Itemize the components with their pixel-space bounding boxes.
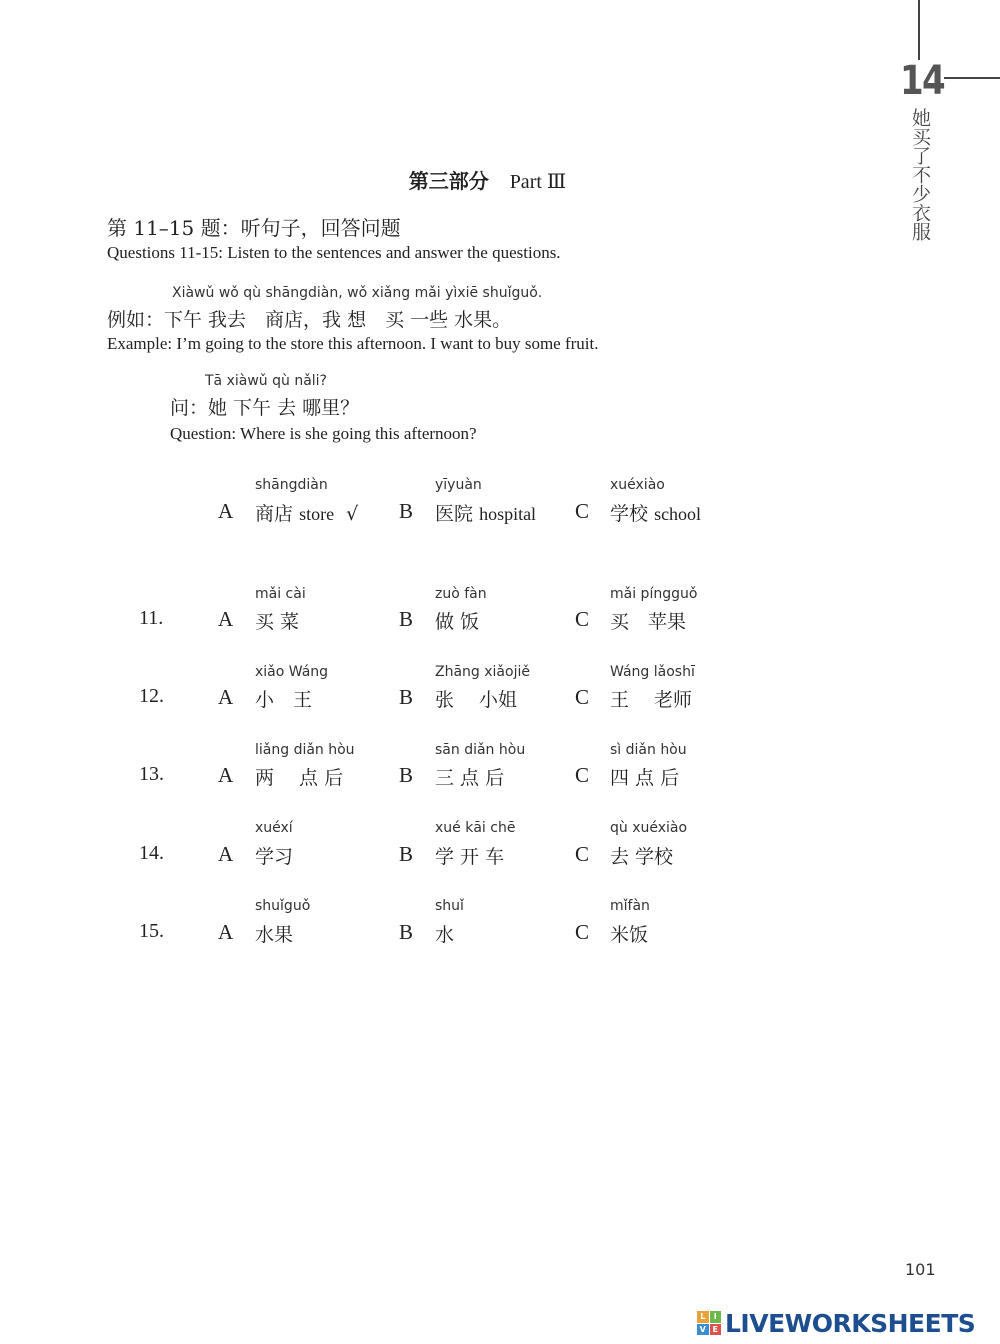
question-11-option-b-letter[interactable]: B <box>399 607 414 631</box>
question-14-number: 14. <box>139 842 164 864</box>
question-11-option-b-text[interactable]: 做 饭 <box>435 611 480 633</box>
logo-letter-i: I <box>710 1311 722 1323</box>
question-14-option-a-text[interactable]: 学习 <box>255 846 294 868</box>
question-14-option-c-pinyin: qù xuéxiào <box>610 820 688 836</box>
example-sentence <box>107 305 511 332</box>
question-13-option-c-pinyin: sì diǎn hòu <box>610 742 687 758</box>
example-option-c-letter: C <box>575 499 590 523</box>
chapter-number: 14 <box>900 58 944 104</box>
question-11-option-c-letter[interactable]: C <box>575 607 590 631</box>
question-15-option-b-letter[interactable]: B <box>399 920 414 944</box>
example-sentence-en: Example: I’m going to the store this afternoon. I want to buy some fruit. <box>107 334 599 353</box>
logo-letter-v: V <box>697 1324 709 1336</box>
example-option-a-pinyin: shāngdiàn <box>255 477 328 493</box>
liveworksheets-logo-icon <box>697 1311 721 1335</box>
example-label: 例如： <box>107 309 165 331</box>
question-13-option-b-pinyin: sān diǎn hòu <box>435 742 526 758</box>
question-14-option-b-text[interactable]: 学 开 车 <box>435 846 505 868</box>
question-15-option-b-pinyin: shuǐ <box>435 898 464 914</box>
section-title-en: Part Ⅲ <box>509 171 567 193</box>
question-15-number: 15. <box>139 920 164 942</box>
question-14-option-c-letter[interactable]: C <box>575 842 590 866</box>
question-11-option-c-text[interactable]: 买 苹果 <box>610 611 687 633</box>
question-12-option-b-letter[interactable]: B <box>399 685 414 709</box>
question-13-option-a-text[interactable]: 两 点 后 <box>255 767 344 789</box>
question-15-option-b-text[interactable]: 水 <box>435 924 455 946</box>
watermark-text: LIVEWORKSHEETS <box>725 1308 976 1338</box>
question-13-option-b-text[interactable]: 三 点 后 <box>435 767 505 789</box>
logo-letter-l: L <box>697 1311 709 1323</box>
example-question-pinyin: Tā xiàwǔ qù nǎli? <box>205 373 327 389</box>
question-12-option-c-pinyin: Wáng lǎoshī <box>610 664 695 680</box>
example-option-b-text: 医院 hospital <box>435 503 537 525</box>
question-11-option-c-pinyin: mǎi píngguǒ <box>610 586 698 602</box>
example-option-b-pinyin: yīyuàn <box>435 477 482 493</box>
liveworksheets-watermark <box>697 1308 975 1338</box>
question-12-option-a-text[interactable]: 小 王 <box>255 689 313 711</box>
example-question-en: Question: Where is she going this afternoon? <box>170 424 477 443</box>
question-15-option-c-text[interactable]: 米饭 <box>610 924 649 946</box>
example-option-c-text: 学校 school <box>610 503 702 525</box>
question-15-option-a-pinyin: shuǐguǒ <box>255 898 311 914</box>
example-option-a-letter: A <box>218 499 234 523</box>
question-15-option-a-letter[interactable]: A <box>218 920 234 944</box>
question-14-option-b-pinyin: xué kāi chē <box>435 820 516 836</box>
question-13-number: 13. <box>139 763 164 785</box>
question-11-option-a-letter[interactable]: A <box>218 607 234 631</box>
instructions-en: Questions 11-15: Listen to the sentences and answer the questions. <box>107 243 561 262</box>
logo-letter-e: E <box>710 1324 722 1336</box>
question-12-option-a-pinyin: xiǎo Wáng <box>255 664 329 680</box>
instructions-cn: 第 11–15 题：听句子，回答问题 <box>107 216 401 240</box>
question-12-option-b-pinyin: Zhāng xiǎojiě <box>435 664 530 680</box>
question-12-option-a-letter[interactable]: A <box>218 685 234 709</box>
question-11-number: 11. <box>139 607 164 629</box>
chapter-title: 她买了不少衣服 <box>909 108 931 241</box>
question-14-option-a-letter[interactable]: A <box>218 842 234 866</box>
question-12-number: 12. <box>139 685 164 707</box>
example-sentence-cn: 下午 我去 商店，我 想 买 一些 水果。 <box>164 309 512 331</box>
question-13-option-b-letter[interactable]: B <box>399 763 414 787</box>
question-11-option-b-pinyin: zuò fàn <box>435 586 487 602</box>
question-15-option-a-text[interactable]: 水果 <box>255 924 294 946</box>
question-13-option-a-pinyin: liǎng diǎn hòu <box>255 742 355 758</box>
question-14-option-c-text[interactable]: 去 学校 <box>610 846 674 868</box>
example-option-c-pinyin: xuéxiào <box>610 477 665 493</box>
question-12-option-c-text[interactable]: 王 老师 <box>610 689 693 711</box>
question-13-option-a-letter[interactable]: A <box>218 763 234 787</box>
question-11-option-a-text[interactable]: 买 菜 <box>255 611 300 633</box>
question-13-option-c-text[interactable]: 四 点 后 <box>610 767 680 789</box>
section-title <box>0 165 975 194</box>
chapter-tab-line <box>918 0 920 60</box>
question-15-option-c-letter[interactable]: C <box>575 920 590 944</box>
question-12-option-b-text[interactable]: 张 小姐 <box>435 689 518 711</box>
question-12-option-c-letter[interactable]: C <box>575 685 590 709</box>
chapter-tab-rule <box>944 77 1000 79</box>
correct-mark: √ <box>346 503 359 525</box>
question-14-option-a-pinyin: xuéxí <box>255 820 293 836</box>
question-13-option-c-letter[interactable]: C <box>575 763 590 787</box>
example-option-b-letter: B <box>399 499 414 523</box>
example-pinyin: Xiàwǔ wǒ qù shāngdiàn, wǒ xiǎng mǎi yìxiē shuǐguǒ. <box>172 285 543 301</box>
question-11-option-a-pinyin: mǎi cài <box>255 586 306 602</box>
question-14-option-b-letter[interactable]: B <box>399 842 414 866</box>
question-15-option-c-pinyin: mǐfàn <box>610 898 650 914</box>
example-option-a-text: 商店 store √ <box>255 503 359 525</box>
section-title-cn: 第三部分 <box>408 169 489 193</box>
example-question-cn: 问：她 下午 去 哪里？ <box>170 397 360 419</box>
page-number: 101 <box>905 1260 936 1279</box>
